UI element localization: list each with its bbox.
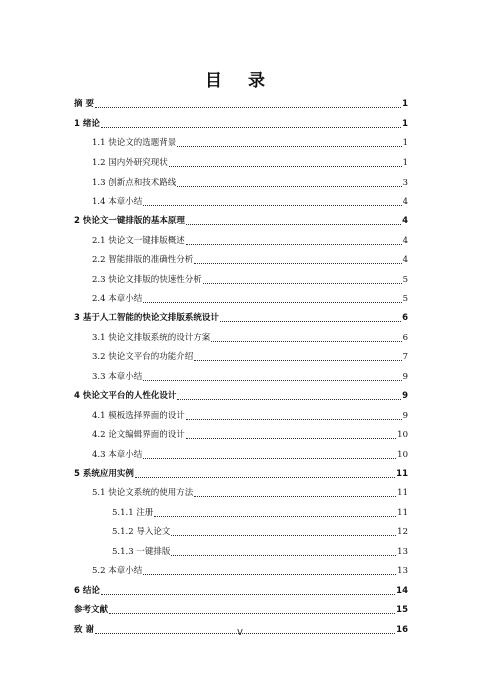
toc-entry-label: 3 基于人工智能的快论文排版系统设计 [74, 313, 219, 323]
toc-entry-label: 4.2 论文编辑界面的设计 [92, 430, 185, 440]
toc-entry[interactable] [74, 386, 408, 402]
toc-entry-label: 1.4 本章小结 [92, 197, 143, 207]
toc-entry[interactable] [74, 211, 408, 227]
dot-leader [186, 224, 401, 225]
dot-leader [143, 302, 401, 303]
dot-leader [109, 613, 395, 614]
toc-entry[interactable] [74, 445, 408, 461]
toc-entry-page: 13 [397, 547, 408, 557]
toc-entry-label: 2 快论文一键排版的基本原理 [74, 216, 185, 226]
page-number: V [237, 628, 243, 637]
dot-leader [186, 438, 396, 439]
dot-leader [101, 594, 395, 595]
toc-entry-page: 12 [397, 527, 408, 537]
toc-entry[interactable] [74, 483, 408, 499]
toc-entry-label: 6 结论 [74, 586, 100, 596]
toc-entry-page: 16 [396, 625, 408, 635]
toc-entry-page: 6 [402, 333, 408, 343]
toc-entry-page: 1 [402, 99, 408, 109]
dot-leader [101, 127, 401, 128]
toc-entry-label: 3.1 快论文排版系统的设计方案 [92, 333, 211, 343]
toc-entry[interactable] [74, 503, 408, 519]
toc-entry-page: 5 [402, 294, 408, 304]
dot-leader [177, 186, 401, 187]
toc-entry-page: 7 [402, 352, 408, 362]
dot-leader [154, 516, 396, 517]
toc-entry-page: 14 [396, 586, 408, 596]
dot-leader [171, 535, 396, 536]
toc-entry-page: 3 [402, 178, 408, 188]
dot-leader [194, 263, 401, 264]
dot-leader [186, 244, 402, 245]
dot-leader [135, 477, 395, 478]
toc-entry-label: 4.3 本章小结 [92, 450, 143, 460]
toc-entry-label: 1 绪论 [74, 119, 100, 129]
toc-entry-page: 4 [402, 197, 408, 207]
toc-entry-page: 1 [402, 138, 408, 148]
toc-entry-page: 9 [402, 372, 408, 382]
toc-entry[interactable] [74, 94, 408, 110]
toc-entry[interactable] [74, 406, 408, 422]
dot-leader [143, 205, 401, 206]
toc-entry[interactable] [74, 308, 408, 324]
toc-entry-label: 5.1.3 一键排版 [112, 547, 171, 557]
toc-entry[interactable] [74, 522, 408, 538]
toc-entry[interactable] [74, 464, 408, 480]
toc-entry[interactable] [74, 425, 408, 441]
toc-entry-label: 5.1.1 注册 [112, 508, 154, 518]
toc-entry-page: 10 [397, 450, 408, 460]
toc-entry-label: 2.2 智能排版的准确性分析 [92, 255, 194, 265]
dot-leader [194, 360, 401, 361]
toc-entry-page: 11 [396, 469, 408, 479]
toc-entry-label: 摘 要 [74, 99, 94, 109]
dot-leader [143, 574, 396, 575]
toc-entry-page: 15 [396, 605, 408, 615]
dot-leader [171, 555, 396, 556]
toc-entry-label: 1.3 创新点和技术路线 [92, 178, 177, 188]
toc-entry[interactable] [74, 114, 408, 130]
toc-entry[interactable] [74, 328, 408, 344]
toc-entry[interactable] [74, 192, 408, 208]
dot-leader [211, 341, 401, 342]
toc-entry-page: 13 [397, 566, 408, 576]
dot-leader [169, 166, 402, 167]
toc-entry-page: 4 [402, 216, 408, 226]
toc-entry[interactable] [74, 561, 408, 577]
toc-entry-page: 4 [402, 255, 408, 265]
toc-entry-label: 5.2 本章小结 [92, 566, 143, 576]
toc-entry[interactable] [74, 133, 408, 149]
toc-entry[interactable] [74, 367, 408, 383]
toc-entry-label: 5.1.2 导入论文 [112, 527, 171, 537]
dot-leader [143, 380, 401, 381]
toc-entry-label: 致 谢 [74, 625, 94, 635]
toc-entry-label: 2.3 快论文排版的快速性分析 [92, 275, 202, 285]
toc-entry[interactable] [74, 347, 408, 363]
toc-entry-label: 3.3 本章小结 [92, 372, 143, 382]
toc-entry-page: 11 [397, 508, 408, 518]
toc-entry[interactable] [74, 270, 408, 286]
toc-entry-label: 1.1 快论文的选题背景 [92, 138, 177, 148]
toc-entry-label: 2.1 快论文一键排版概述 [92, 236, 185, 246]
toc-entry-label: 4 快论文平台的人性化设计 [74, 391, 177, 401]
toc-entry-page: 9 [402, 391, 408, 401]
toc-entry-page: 1 [402, 158, 408, 168]
toc-entry-page: 10 [397, 430, 408, 440]
toc-entry-label: 2.4 本章小结 [92, 294, 143, 304]
dot-leader [220, 321, 401, 322]
toc-entry-label: 1.2 国内外研究现状 [92, 158, 168, 168]
toc-entry-label: 参考文献 [74, 605, 109, 615]
toc-entry[interactable] [74, 250, 408, 266]
toc-entry-label: 5.1 快论文系统的使用方法 [92, 488, 194, 498]
toc-entry-page: 9 [402, 411, 408, 421]
toc-entry[interactable] [74, 231, 408, 247]
toc-entry-page: 5 [402, 275, 408, 285]
dot-leader [143, 458, 396, 459]
toc-entry-label: 5 系统应用实例 [74, 469, 134, 479]
dot-leader [95, 107, 401, 108]
dot-leader [177, 146, 401, 147]
dot-leader [177, 399, 401, 400]
dot-leader [203, 283, 402, 284]
toc-entry-page: 4 [402, 236, 408, 246]
toc-entry[interactable] [74, 581, 408, 597]
toc-entry[interactable] [74, 173, 408, 189]
toc-entry[interactable] [74, 542, 408, 558]
toc-entry-page: 1 [402, 119, 408, 129]
page-title: 目 录 [205, 71, 275, 91]
toc-entry[interactable] [74, 600, 408, 616]
toc-entry[interactable] [74, 153, 408, 169]
toc-entry-page: 6 [402, 313, 408, 323]
dot-leader [194, 496, 396, 497]
toc-entry[interactable] [74, 289, 408, 305]
toc-entry-page: 11 [397, 488, 408, 498]
dot-leader [186, 419, 402, 420]
toc-entry-label: 3.2 快论文平台的功能介绍 [92, 352, 194, 362]
toc-entry-label: 4.1 模板选择界面的设计 [92, 411, 185, 421]
